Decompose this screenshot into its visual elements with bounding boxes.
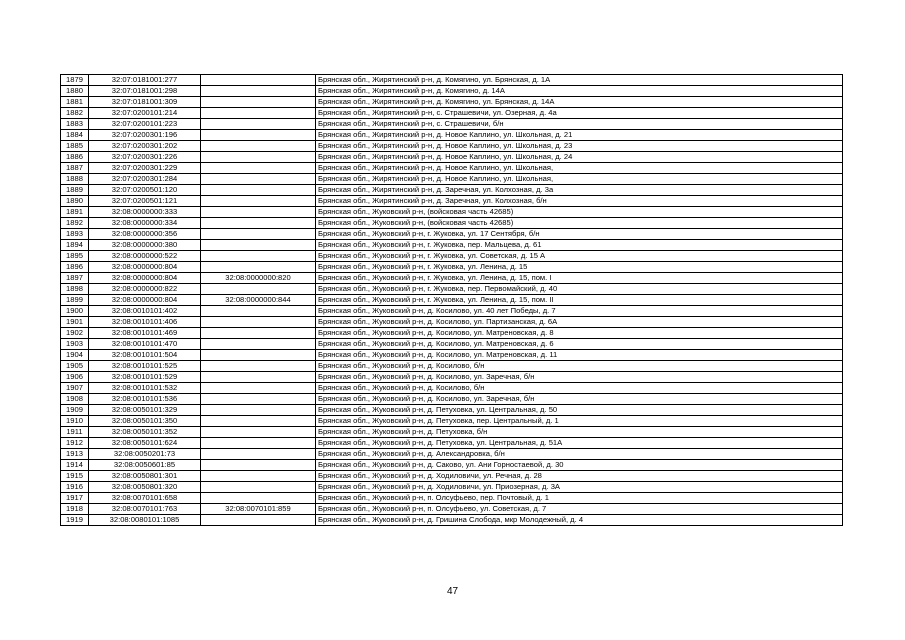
cadastral-number-cell: 32:08:0050801:320 [89,482,201,493]
cadastral-number-cell: 32:08:0000000:334 [89,218,201,229]
row-number-cell: 1903 [61,339,89,350]
row-number-cell: 1892 [61,218,89,229]
row-number-cell: 1881 [61,97,89,108]
address-cell: Брянская обл., Жуковский р-н, д. Петуховка, б/н [316,427,843,438]
row-number-cell: 1895 [61,251,89,262]
table-row [61,86,843,97]
cadastral-number-cell: 32:08:0000000:804 [89,273,201,284]
table-row [61,317,843,328]
row-number-cell: 1899 [61,295,89,306]
row-number-cell: 1880 [61,86,89,97]
table-row [61,75,843,86]
row-number-cell: 1888 [61,174,89,185]
related-number-cell [201,394,316,405]
cadastral-number-cell: 32:07:0200301:226 [89,152,201,163]
related-number-cell [201,306,316,317]
related-number-cell [201,317,316,328]
address-cell: Брянская обл., Жуковский р-н, д. Косилово, ул. Заречная, б/н [316,372,843,383]
row-number-cell: 1902 [61,328,89,339]
related-number-cell [201,75,316,86]
address-cell: Брянская обл., Жирятинский р-н, с. Страшевичи, ул. Озерная, д. 4а [316,108,843,119]
row-number-cell: 1886 [61,152,89,163]
address-cell: Брянская обл., Жуковский р-н, д. Саково, ул. Ани Горностаевой, д. 30 [316,460,843,471]
cadastral-number-cell: 32:08:0010101:532 [89,383,201,394]
address-cell: Брянская обл., Жуковский р-н, д. Косилово, ул. Матреновская, д. 8 [316,328,843,339]
address-cell: Брянская обл., Жирятинский р-н, д. Заречная, ул. Колхозная, д. 3а [316,185,843,196]
cadastral-number-cell: 32:08:0010101:470 [89,339,201,350]
table-row [61,306,843,317]
table-row [61,427,843,438]
cadastral-number-cell: 32:07:0200301:229 [89,163,201,174]
address-cell: Брянская обл., Жуковский р-н, г. Жуковка, пер. Первомайский, д. 40 [316,284,843,295]
cadastral-number-cell: 32:07:0181001:298 [89,86,201,97]
address-cell: Брянская обл., Жуковский р-н, д. Косилово, б/н [316,383,843,394]
table-row [61,493,843,504]
related-number-cell [201,471,316,482]
cadastral-number-cell: 32:08:0010101:469 [89,328,201,339]
related-number-cell [201,174,316,185]
row-number-cell: 1879 [61,75,89,86]
related-number-cell: 32:08:0000000:820 [201,273,316,284]
related-number-cell [201,427,316,438]
address-cell: Брянская обл., Жирятинский р-н, д. Комягино, ул. Брянская, д. 14А [316,97,843,108]
row-number-cell: 1890 [61,196,89,207]
row-number-cell: 1891 [61,207,89,218]
related-number-cell [201,284,316,295]
related-number-cell [201,185,316,196]
cadastral-number-cell: 32:07:0200501:121 [89,196,201,207]
table-row [61,449,843,460]
cadastral-number-cell: 32:08:0050101:352 [89,427,201,438]
related-number-cell [201,152,316,163]
table-row [61,471,843,482]
table-row [61,262,843,273]
table-row [61,339,843,350]
address-cell: Брянская обл., Жуковский р-н, (войсковая часть 42685) [316,207,843,218]
related-number-cell [201,262,316,273]
related-number-cell [201,493,316,504]
row-number-cell: 1883 [61,119,89,130]
address-cell: Брянская обл., Жуковский р-н, д. Косилово, ул. Заречная, б/н [316,394,843,405]
related-number-cell [201,449,316,460]
cadastral-number-cell: 32:08:0050101:624 [89,438,201,449]
address-cell: Брянская обл., Жуковский р-н, г. Жуковка, ул. Советская, д. 15 А [316,251,843,262]
related-number-cell [201,240,316,251]
related-number-cell [201,350,316,361]
table-row [61,504,843,515]
related-number-cell [201,130,316,141]
row-number-cell: 1911 [61,427,89,438]
address-cell: Брянская обл., Жуковский р-н, г. Жуковка, ул. Ленина, д. 15, пом. I [316,273,843,284]
related-number-cell [201,119,316,130]
cadastral-number-cell: 32:07:0181001:277 [89,75,201,86]
table-row [61,108,843,119]
table-row [61,152,843,163]
table-row [61,515,843,526]
address-cell: Брянская обл., Жирятинский р-н, д. Новое Каплино, ул. Школьная, д. 23 [316,141,843,152]
cadastral-number-cell: 32:07:0200301:284 [89,174,201,185]
table-row [61,284,843,295]
table-row [61,273,843,284]
address-cell: Брянская обл., Жуковский р-н, п. Олсуфьево, ул. Советская, д. 7 [316,504,843,515]
address-cell: Брянская обл., Жуковский р-н, г. Жуковка, ул. Ленина, д. 15, пом. II [316,295,843,306]
row-number-cell: 1908 [61,394,89,405]
cadastral-number-cell: 32:08:0000000:522 [89,251,201,262]
address-cell: Брянская обл., Жуковский р-н, д. Косилово, ул. Партизанская, д. 6А [316,317,843,328]
cadastral-number-cell: 32:08:0010101:525 [89,361,201,372]
address-cell: Брянская обл., Жирятинский р-н, д. Комягино, ул. Брянская, д. 1А [316,75,843,86]
address-cell: Брянская обл., Жуковский р-н, г. Жуковка, ул. Ленина, д. 15 [316,262,843,273]
table-row [61,372,843,383]
table-row [61,295,843,306]
address-cell: Брянская обл., Жуковский р-н, д. Косилово, ул. Матреновская, д. 11 [316,350,843,361]
table-row [61,207,843,218]
cadastral-number-cell: 32:08:0000000:804 [89,262,201,273]
cadastral-number-cell: 32:08:0050201:73 [89,449,201,460]
row-number-cell: 1894 [61,240,89,251]
related-number-cell [201,405,316,416]
cadastral-number-cell: 32:08:0050801:301 [89,471,201,482]
table-row [61,196,843,207]
cadastral-number-cell: 32:08:0010101:536 [89,394,201,405]
registry-table-body [61,75,843,526]
address-cell: Брянская обл., Жуковский р-н, д. Косилово, ул. Матреновская, д. 6 [316,339,843,350]
row-number-cell: 1885 [61,141,89,152]
address-cell: Брянская обл., Жуковский р-н, д. Александровка, б/н [316,449,843,460]
related-number-cell [201,218,316,229]
cadastral-number-cell: 32:07:0200101:214 [89,108,201,119]
related-number-cell [201,207,316,218]
address-cell: Брянская обл., Жирятинский р-н, д. Новое Каплино, ул. Школьная, д. 24 [316,152,843,163]
row-number-cell: 1882 [61,108,89,119]
related-number-cell [201,251,316,262]
related-number-cell [201,339,316,350]
related-number-cell [201,163,316,174]
address-cell: Брянская обл., Жуковский р-н, д. Петуховка, пер. Центральный, д. 1 [316,416,843,427]
row-number-cell: 1905 [61,361,89,372]
address-cell: Брянская обл., Жуковский р-н, д. Ходиловичи, ул. Приозерная, д. 3А [316,482,843,493]
cadastral-number-cell: 32:07:0200101:223 [89,119,201,130]
row-number-cell: 1910 [61,416,89,427]
cadastral-number-cell: 32:08:0000000:804 [89,295,201,306]
related-number-cell [201,482,316,493]
related-number-cell [201,361,316,372]
cadastral-number-cell: 32:08:0050601:85 [89,460,201,471]
address-cell: Брянская обл., Жирятинский р-н, д. Новое Каплино, ул. Школьная, [316,174,843,185]
table-row [61,460,843,471]
related-number-cell [201,108,316,119]
table-row [61,163,843,174]
table-row [61,251,843,262]
cadastral-number-cell: 32:08:0080101:1085 [89,515,201,526]
address-cell: Брянская обл., Жуковский р-н, д. Косилово, ул. 40 лет Победы, д. 7 [316,306,843,317]
registry-table [60,74,843,526]
table-row [61,97,843,108]
related-number-cell: 32:08:0000000:844 [201,295,316,306]
row-number-cell: 1896 [61,262,89,273]
related-number-cell [201,229,316,240]
address-cell: Брянская обл., Жуковский р-н, п. Олсуфьево, пер. Почтовый, д. 1 [316,493,843,504]
related-number-cell [201,460,316,471]
table-row [61,383,843,394]
address-cell: Брянская обл., Жуковский р-н, д. Ходиловичи, ул. Речная, д. 28 [316,471,843,482]
related-number-cell [201,86,316,97]
row-number-cell: 1904 [61,350,89,361]
address-cell: Брянская обл., Жуковский р-н, д. Петуховка, ул. Центральная, д. 51А [316,438,843,449]
address-cell: Брянская обл., Жирятинский р-н, д. Новое Каплино, ул. Школьная, д. 21 [316,130,843,141]
row-number-cell: 1918 [61,504,89,515]
row-number-cell: 1912 [61,438,89,449]
address-cell: Брянская обл., Жуковский р-н, г. Жуковка, ул. 17 Сентября, б/н [316,229,843,240]
row-number-cell: 1919 [61,515,89,526]
address-cell: Брянская обл., Жуковский р-н, д. Гришина Слобода, мкр Молодежный, д. 4 [316,515,843,526]
related-number-cell [201,141,316,152]
cadastral-number-cell: 32:08:0070101:763 [89,504,201,515]
row-number-cell: 1909 [61,405,89,416]
address-cell: Брянская обл., Жирятинский р-н, с. Страшевичи, б/н [316,119,843,130]
row-number-cell: 1889 [61,185,89,196]
table-row [61,130,843,141]
cadastral-number-cell: 32:08:0010101:406 [89,317,201,328]
row-number-cell: 1900 [61,306,89,317]
cadastral-number-cell: 32:07:0200301:202 [89,141,201,152]
cadastral-number-cell: 32:07:0200301:196 [89,130,201,141]
related-number-cell [201,383,316,394]
related-number-cell [201,515,316,526]
row-number-cell: 1915 [61,471,89,482]
related-number-cell [201,416,316,427]
row-number-cell: 1887 [61,163,89,174]
related-number-cell [201,97,316,108]
table-row [61,416,843,427]
cadastral-number-cell: 32:08:0010101:504 [89,350,201,361]
cadastral-number-cell: 32:08:0010101:529 [89,372,201,383]
cadastral-number-cell: 32:08:0070101:658 [89,493,201,504]
table-row [61,350,843,361]
row-number-cell: 1916 [61,482,89,493]
row-number-cell: 1906 [61,372,89,383]
table-row [61,405,843,416]
table-row [61,328,843,339]
row-number-cell: 1917 [61,493,89,504]
table-row [61,218,843,229]
row-number-cell: 1914 [61,460,89,471]
cadastral-number-cell: 32:08:0010101:402 [89,306,201,317]
table-row [61,482,843,493]
address-cell: Брянская обл., Жуковский р-н, г. Жуковка, пер. Мальцева, д. 61 [316,240,843,251]
table-row [61,174,843,185]
table-row [61,185,843,196]
row-number-cell: 1898 [61,284,89,295]
address-cell: Брянская обл., Жирятинский р-н, д. Заречная, ул. Колхозная, б/н [316,196,843,207]
table-row [61,119,843,130]
related-number-cell [201,196,316,207]
related-number-cell [201,328,316,339]
table-row [61,438,843,449]
address-cell: Брянская обл., Жуковский р-н, д. Петуховка, ул. Центральная, д. 50 [316,405,843,416]
related-number-cell: 32:08:0070101:859 [201,504,316,515]
address-cell: Брянская обл., Жуковский р-н, д. Косилово, б/н [316,361,843,372]
related-number-cell [201,372,316,383]
cadastral-number-cell: 32:08:0000000:356 [89,229,201,240]
address-cell: Брянская обл., Жирятинский р-н, д. Комягино, д. 14А [316,86,843,97]
cadastral-number-cell: 32:08:0000000:380 [89,240,201,251]
cadastral-number-cell: 32:08:0050101:329 [89,405,201,416]
page-number: 47 [446,586,459,597]
row-number-cell: 1901 [61,317,89,328]
table-row [61,394,843,405]
table-row [61,240,843,251]
address-cell: Брянская обл., Жуковский р-н, (войсковая часть 42685) [316,218,843,229]
table-row [61,229,843,240]
address-cell: Брянская обл., Жирятинский р-н, д. Новое Каплино, ул. Школьная, [316,163,843,174]
row-number-cell: 1884 [61,130,89,141]
cadastral-number-cell: 32:07:0181001:309 [89,97,201,108]
cadastral-number-cell: 32:08:0000000:333 [89,207,201,218]
table-row [61,361,843,372]
row-number-cell: 1907 [61,383,89,394]
row-number-cell: 1913 [61,449,89,460]
cadastral-number-cell: 32:08:0000000:822 [89,284,201,295]
row-number-cell: 1893 [61,229,89,240]
related-number-cell [201,438,316,449]
table-row [61,141,843,152]
row-number-cell: 1897 [61,273,89,284]
cadastral-number-cell: 32:08:0050101:350 [89,416,201,427]
cadastral-number-cell: 32:07:0200501:120 [89,185,201,196]
